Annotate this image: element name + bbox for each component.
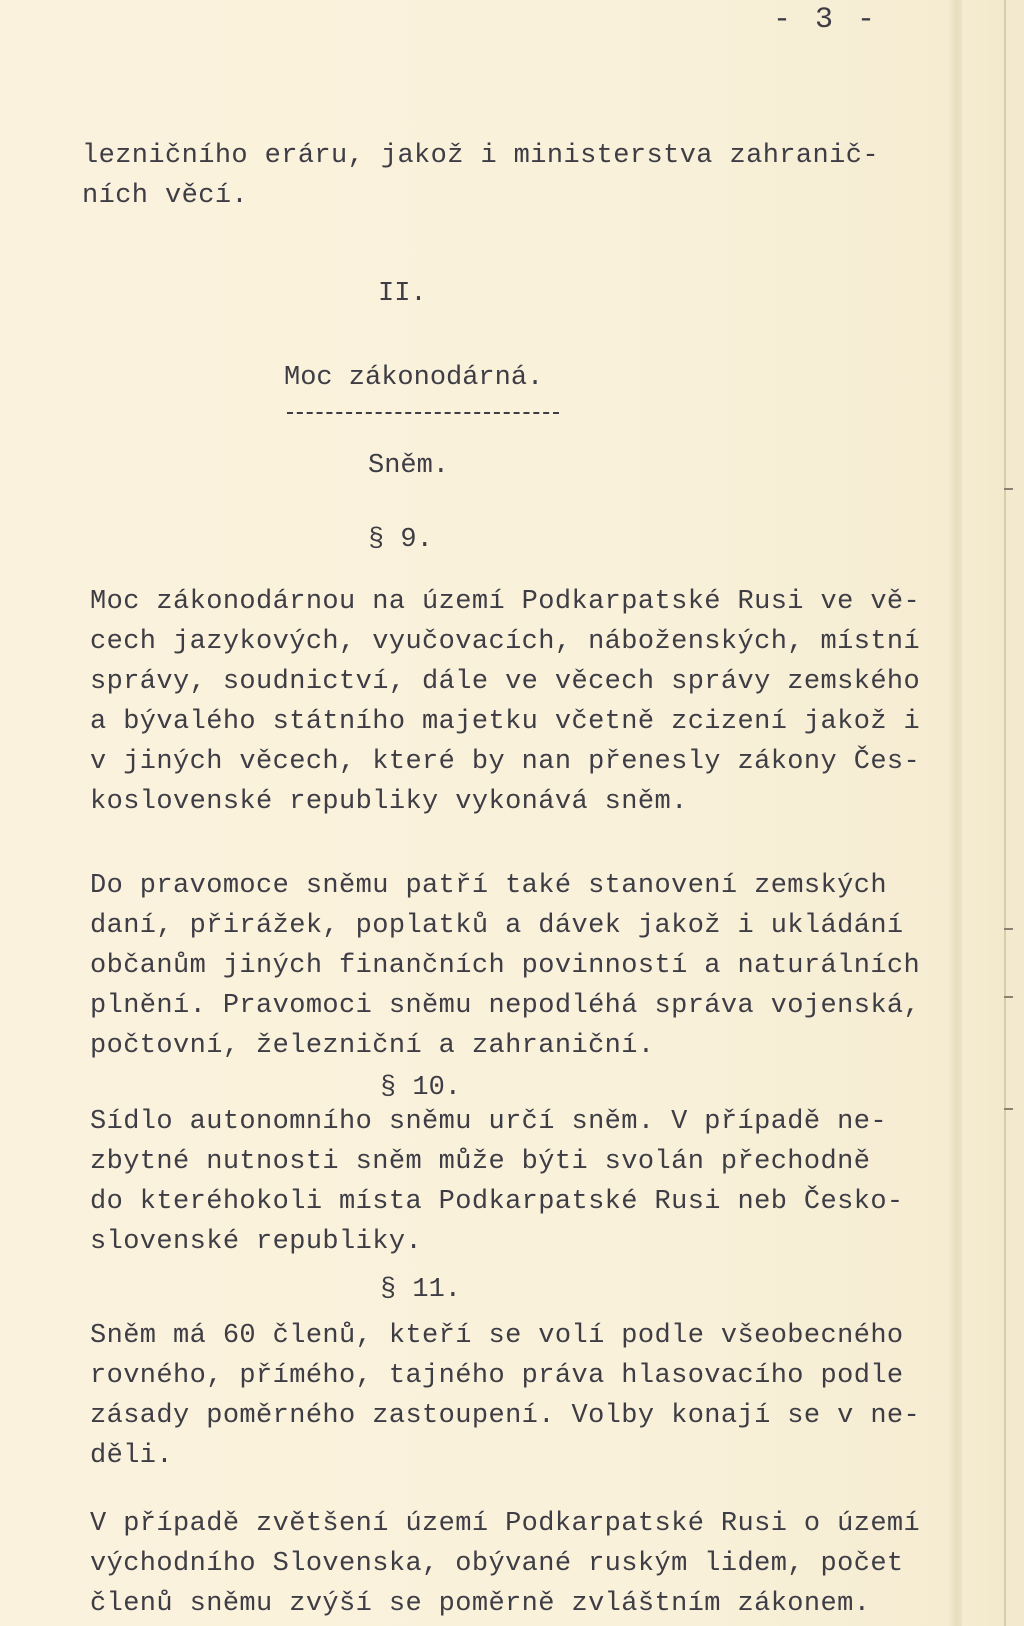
section-label: § 11. (380, 1275, 462, 1305)
part-number: II. (378, 279, 427, 309)
paragraph-line: plnění. Pravomoci sněmu nepodléhá správa vojenská, (90, 991, 921, 1021)
margin-tick (1004, 1108, 1013, 1110)
paragraph-line: správy, soudnictví, dále ve věcech správy zemského (90, 667, 921, 697)
underlying-sheet (996, 0, 1024, 1626)
paragraph-line: děli. (90, 1441, 174, 1471)
paragraph-line: počtovní, železniční a zahraniční. (90, 1031, 655, 1061)
paragraph-line: východního Slovenska, obývané ruským lidem, počet (90, 1549, 904, 1579)
paragraph-line: zbytné nutnosti sněm může býti svolán přechodně (90, 1147, 871, 1177)
paragraph-line: Sněm má 60 členů, kteří se volí podle všeobecného (90, 1321, 904, 1351)
margin-tick (1004, 928, 1013, 930)
title-underline (287, 412, 559, 414)
paragraph-line: členů sněmu zvýší se poměrně zvláštním zákonem. (90, 1589, 871, 1619)
margin-tick (1004, 488, 1013, 490)
paragraph-line: daní, přirážek, poplatků a dávek jakož i ukládání (90, 911, 904, 941)
paragraph-line: v jiných věcech, které by nan přenesly zákony Čes- (90, 747, 921, 777)
paragraph-line: občanům jiných finančních povinností a naturálních (90, 951, 921, 981)
section-label: § 9. (368, 525, 433, 555)
paragraph-line: koslovenské republiky vykonává sněm. (90, 787, 688, 817)
part-title: Moc zákonodárná. (284, 363, 544, 393)
paragraph-line: slovenské republiky. (90, 1227, 423, 1257)
underlying-sheet-edge (1004, 0, 1006, 1626)
page-edge-shadow (948, 0, 962, 1626)
margin-tick (1004, 996, 1013, 998)
paragraph-line: a bývalého státního majetku včetně zcizení jakož i (90, 707, 921, 737)
paragraph-line: Moc zákonodárnou na území Podkarpatské Rusi ve vě- (90, 587, 921, 617)
paragraph-line: Do pravomoce sněmu patří také stanovení zemských (90, 871, 887, 901)
intro-line: lezničního eráru, jakož i ministerstva zahranič- (82, 141, 879, 171)
intro-line: ních věcí. (82, 181, 249, 211)
paragraph-line: zásady poměrného zastoupení. Volby konají se v ne- (90, 1401, 921, 1431)
part-subtitle: Sněm. (368, 451, 450, 481)
paragraph-line: rovného, přímého, tajného práva hlasovacího podle (90, 1361, 904, 1391)
paragraph-line: do kteréhokoli místa Podkarpatské Rusi neb Česko- (90, 1187, 904, 1217)
page-number: - 3 - (772, 3, 878, 37)
section-label: § 10. (380, 1073, 462, 1103)
paragraph-line: cech jazykových, vyučovacích, náboženských, místní (90, 627, 921, 657)
paragraph-line: V případě zvětšení území Podkarpatské Rusi o území (90, 1509, 921, 1539)
paragraph-line: Sídlo autonomního sněmu určí sněm. V případě ne- (90, 1107, 887, 1137)
